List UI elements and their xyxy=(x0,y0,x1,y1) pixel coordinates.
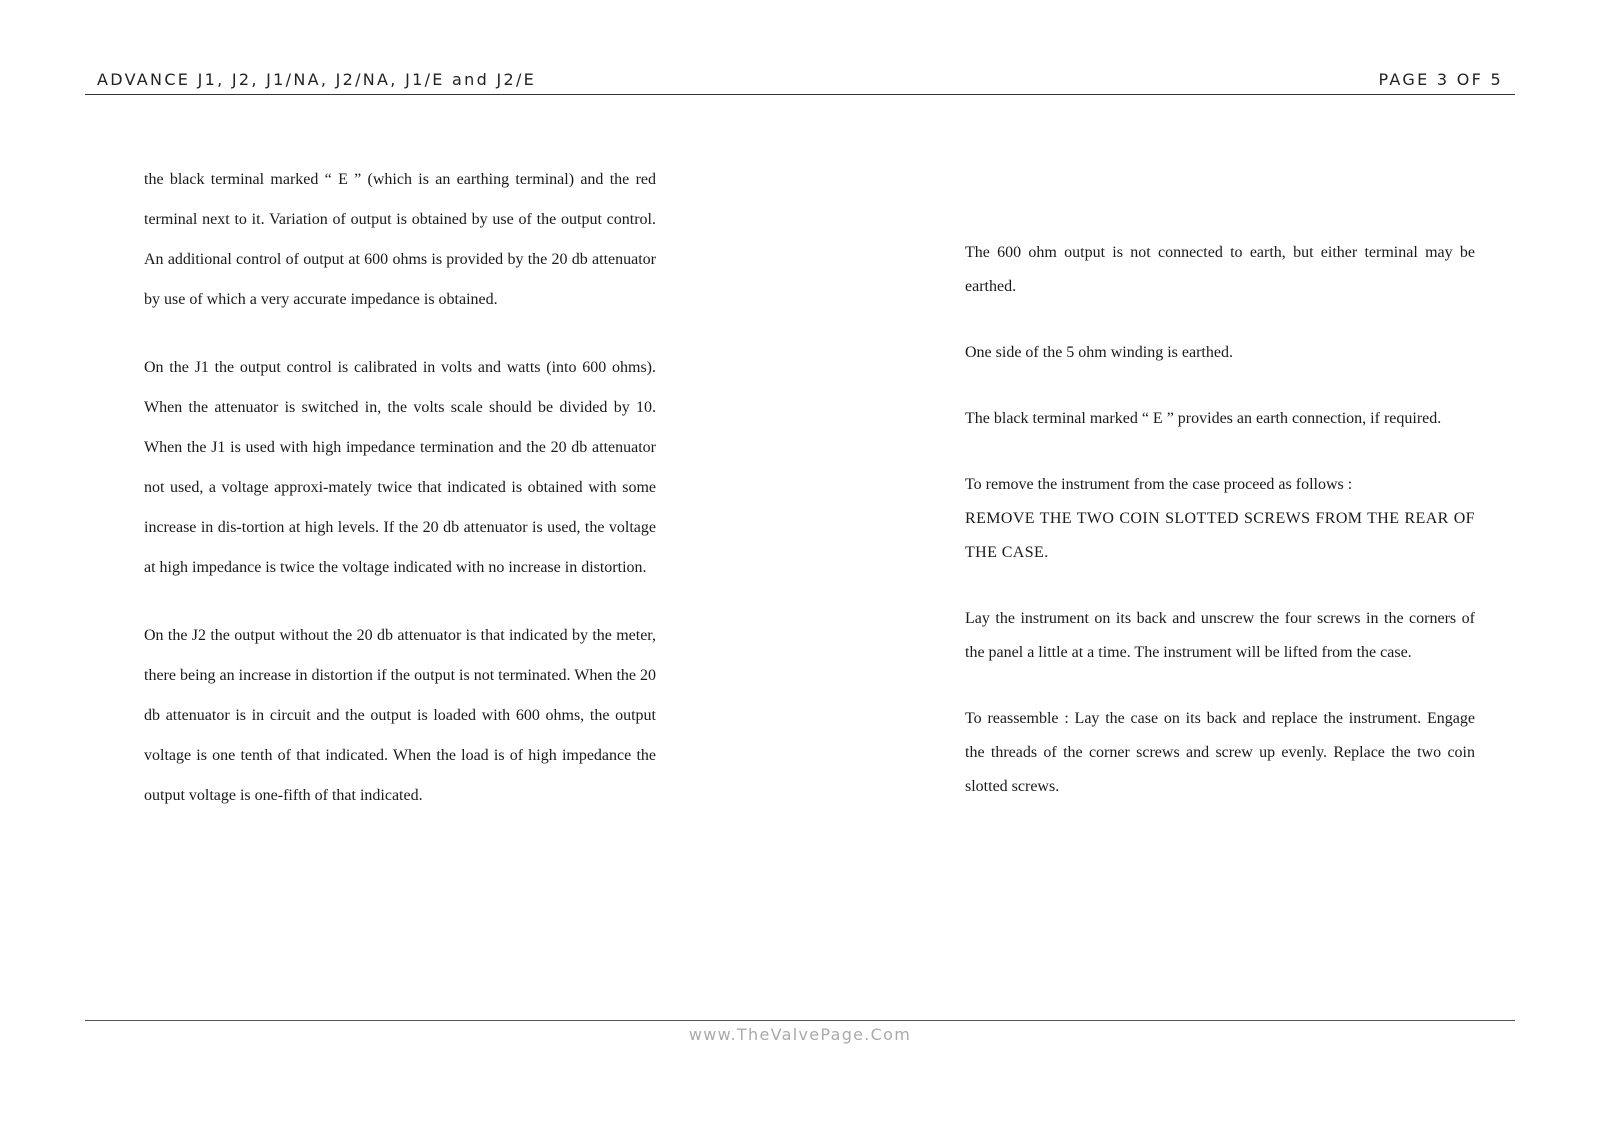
removal-steps: Lay the instrument on its back and unscrew the four screws in the corners of the panel a little at a time. The instrument will be lifted from the case. xyxy=(965,610,1475,661)
left-paragraph-3: On the J2 the output without the 20 db attenuator is that indicated by the meter, there being an increase in distortion if the output is not terminated. When the 20 db attenuator is in circuit and the output is loaded with 600 ohms, the output voltage is one tenth of that indicated. When the load is of high impedance the output voltage is one-fifth of that indicated. xyxy=(144,627,657,804)
footer-divider xyxy=(85,1020,1515,1021)
left-column xyxy=(144,160,656,816)
removal-intro: To remove the instrument from the case proceed as follows : xyxy=(965,476,1353,493)
footer-website[interactable]: www.TheValvePage.Com xyxy=(688,1025,912,1044)
right-paragraph-2: One side of the 5 ohm winding is earthed. xyxy=(965,344,1233,361)
page-number: PAGE 3 OF 5 xyxy=(1378,70,1503,89)
reassemble-instructions: To reassemble : Lay the case on its back and replace the instrument. Engage the threads of the corner screws and screw up evenly. Replace the two coin slotted screws. xyxy=(965,710,1475,795)
page-header xyxy=(85,70,1515,95)
right-paragraph-1: The 600 ohm output is not connected to earth, but either terminal may be earthed. xyxy=(965,244,1475,295)
right-paragraph-3: The black terminal marked “ E ” provides an earth connection, if required. xyxy=(965,410,1442,427)
removal-caps-note: REMOVE THE TWO COIN SLOTTED SCREWS FROM THE REAR OF THE CASE. xyxy=(965,510,1475,561)
left-paragraph-1: the black terminal marked “ E ” (which is an earthing terminal) and the red terminal next to it. Variation of output is obtained by use of the output control. An additional control of output at 600 ohms is provided by the 20 db attenuator by use of which a very accurate impedance is obtained. xyxy=(144,171,656,308)
removal-instructions xyxy=(965,468,1475,570)
document-title: ADVANCE J1, J2, J1/NA, J2/NA, J1/E and J2/E xyxy=(97,70,537,89)
right-column xyxy=(965,236,1475,804)
left-paragraph-2: On the J1 the output control is calibrated in volts and watts (into 600 ohms). When the attenuator is switched in, the volts scale should be divided by 10. When the J1 is used with high impedance termination and the 20 db attenuator not used, a voltage approxi-mately twice that indicated is obtained with some increase in dis-tortion at high levels. If the 20 db attenuator is used, the voltage at high impedance is twice the voltage indicated with no increase in distortion. xyxy=(144,359,656,576)
